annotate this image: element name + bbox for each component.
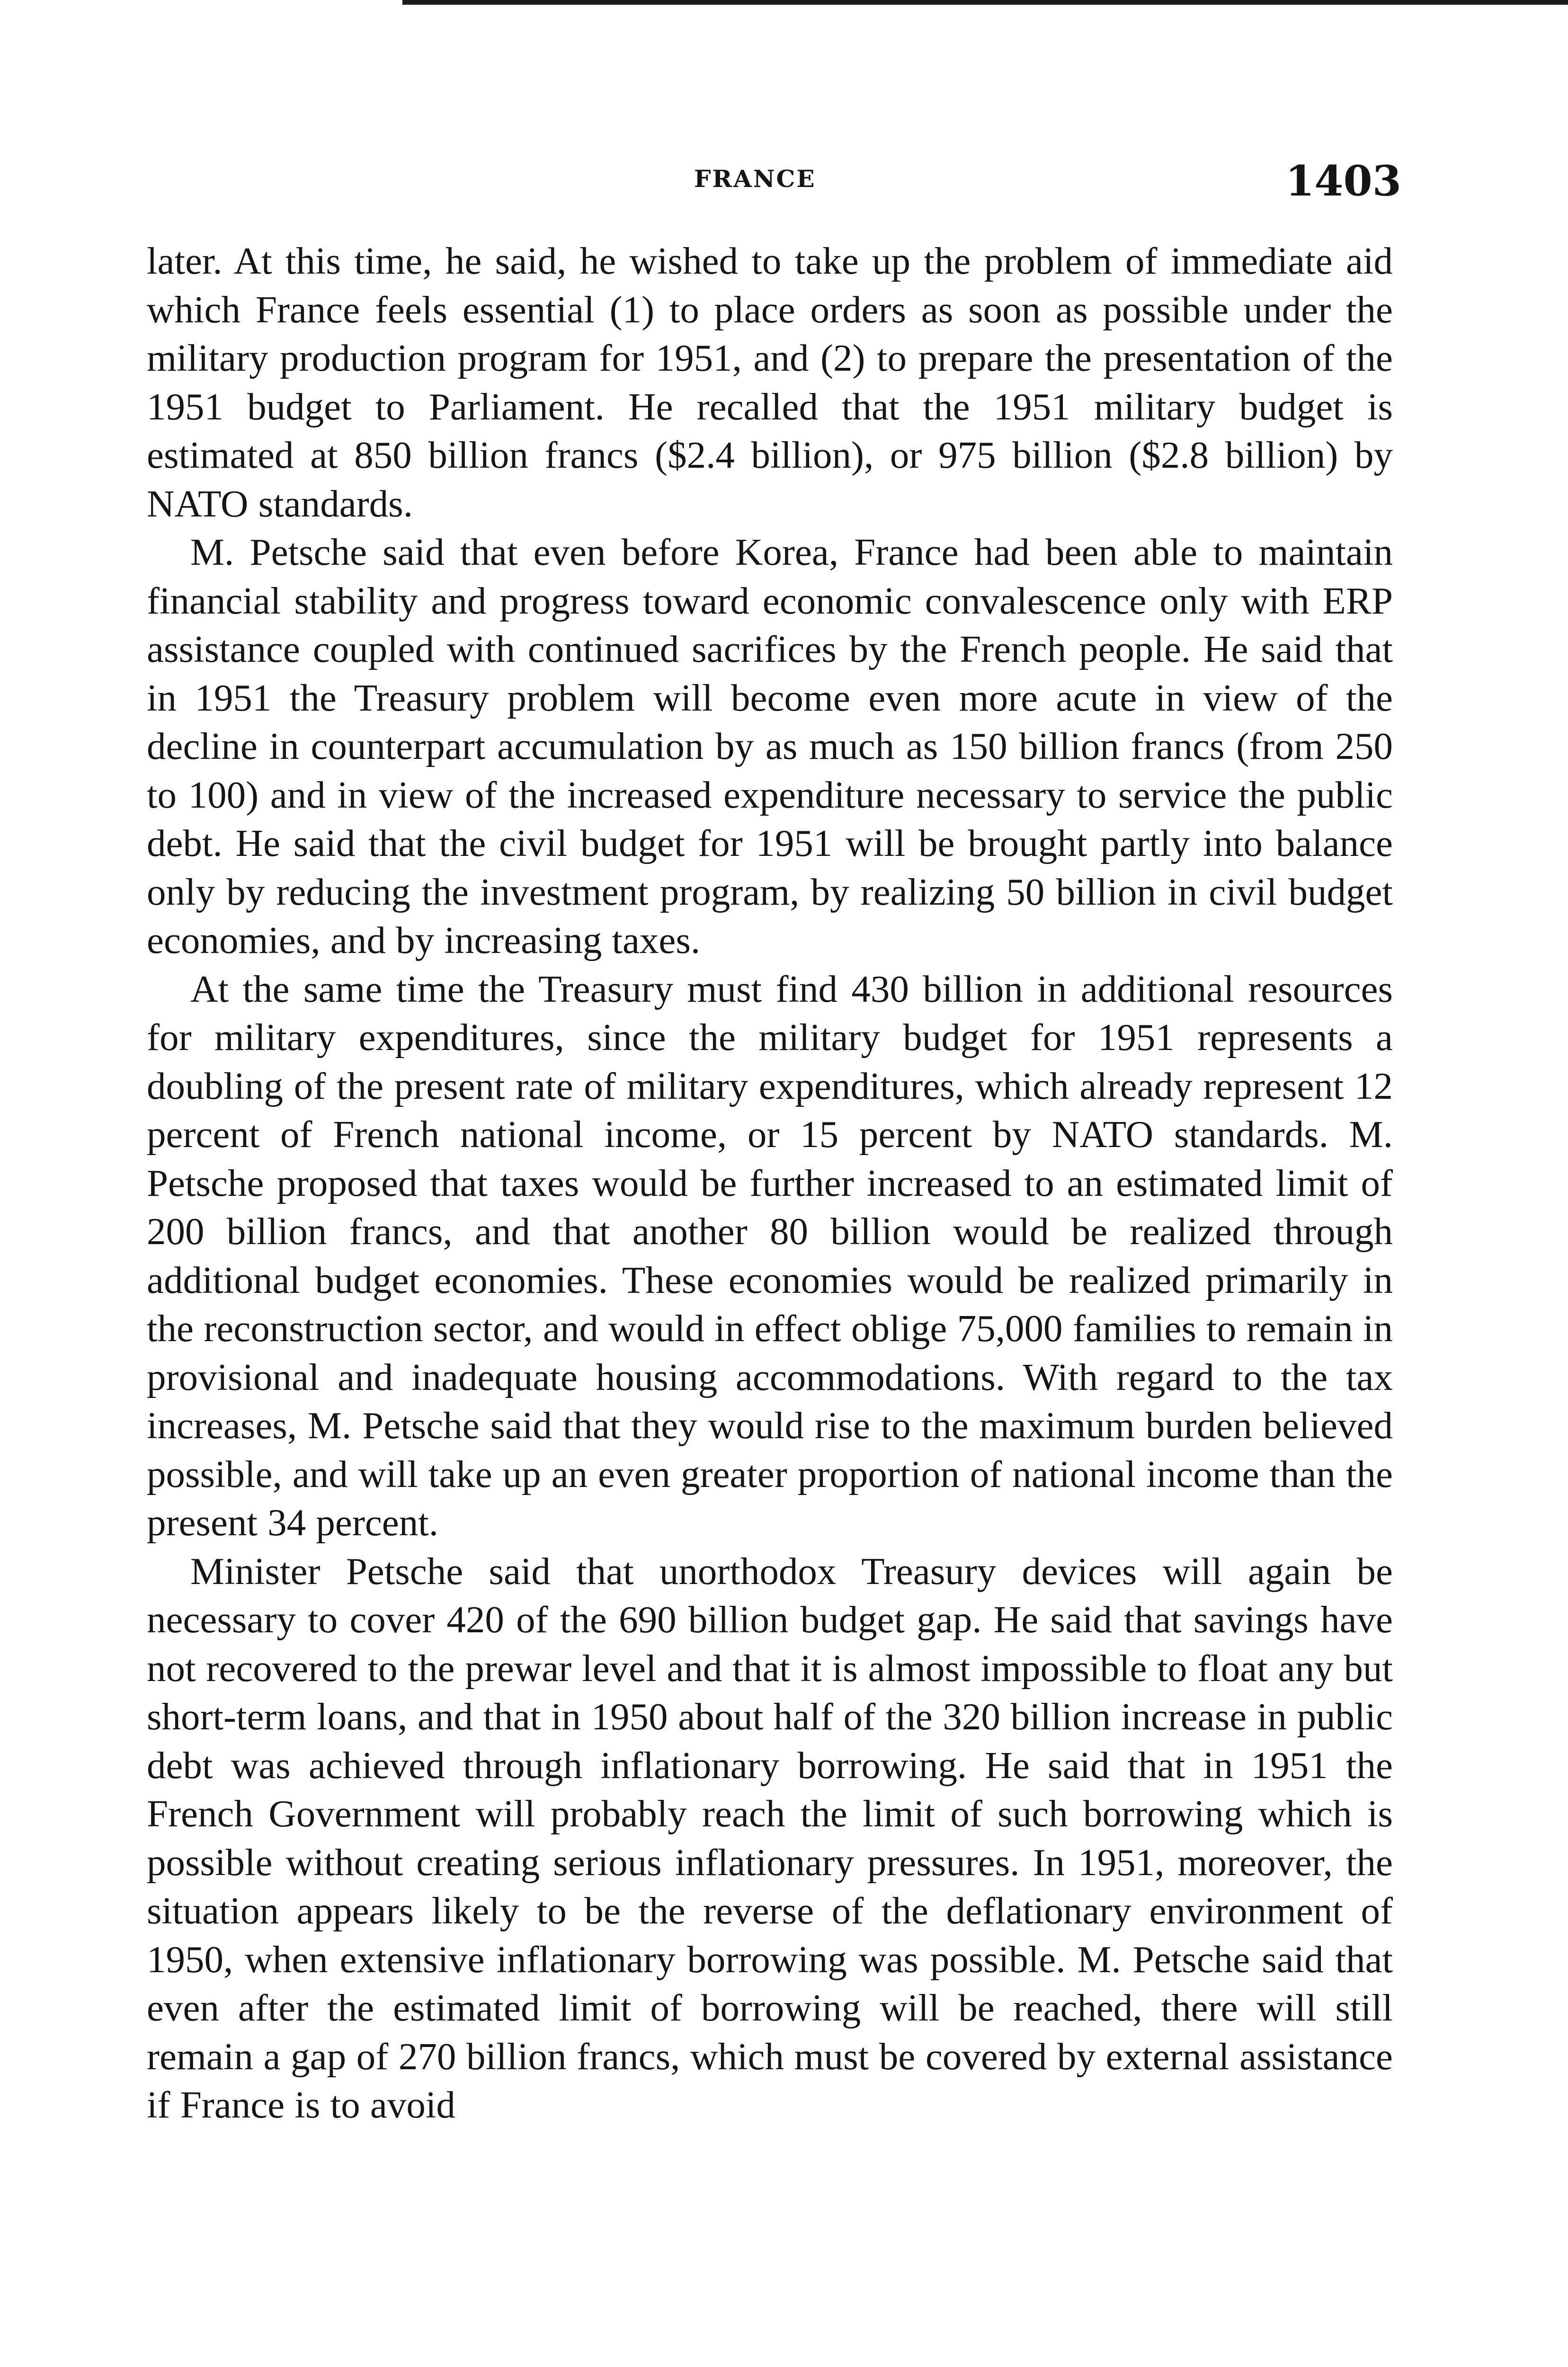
top-edge-rule (402, 0, 1568, 5)
page-number: 1403 (1285, 156, 1401, 205)
paragraph: Minister Petsche said that unorthodox Treasury devices will again be necessary to cover 420 of the 690 billion budget gap. He said that savings have not recovered to the prewar level and that it is almost impossible to float any but short-term loans, and that in 1950 about half of the 320 billion increase in public debt was achieved through inflationary borrowing. He said that in 1951 the French Government will probably reach the limit of such borrowing which is possible without creating serious inflationary pressures. In 1951, moreover, the situation appears likely to be the reverse of the deflationary environment of 1950, when extensive inflationary borrowing was possible. M. Petsche said that even after the estimated limit of borrowing will be reached, there will still remain a gap of 270 billion francs, which must be covered by external assistance if France is to avoid (147, 1549, 1393, 2126)
running-head (0, 156, 1568, 208)
body-text (147, 237, 1393, 2129)
paragraph: M. Petsche said that even before Korea, France had been able to maintain financial stability and progress toward economic convalescence only with ERP assistance coupled with continued sacrifices by the French people. He said that in 1951 the Treasury problem will become even more acute in view of the decline in counterpart accumulation by as much as 150 billion francs (from 250 to 100) and in view of the increased expenditure necessary to service the public debt. He said that the civil budget for 1951 will be brought partly into balance only by reducing the investment program, by realizing 50 billion in civil budget economies, and by increasing taxes. (147, 531, 1393, 961)
paragraph: At the same time the Treasury must find 430 billion in additional resources for military expenditures, since the military budget for 1951 represents a doubling of the present rate of military expenditures, which already represent 12 percent of French national income, or 15 percent by NATO standards. M. Petsche proposed that taxes would be further increased to an estimated limit of 200 billion francs, and that another 80 billion would be realized through additional budget economies. These economies would be realized primarily in the reconstruction sector, and would in effect oblige 75,000 families to remain in provisional and inadequate housing accommodations. With regard to the tax increases, M. Petsche said that they would rise to the maximum burden believed possible, and will take up an even greater proportion of national income than the present 34 percent. (147, 967, 1393, 1544)
paragraph-continuation: later. At this time, he said, he wished to take up the problem of immediate aid which France feels essential (1) to place orders as soon as possible under the military production program for 1951, and (2) to prepare the presentation of the 1951 budget to Parliament. He recalled that the 1951 military budget is estimated at 850 billion francs ($2.4 billion), or 975 billion ($2.8 billion) by NATO standards. (147, 240, 1393, 525)
running-title: FRANCE (694, 165, 816, 193)
